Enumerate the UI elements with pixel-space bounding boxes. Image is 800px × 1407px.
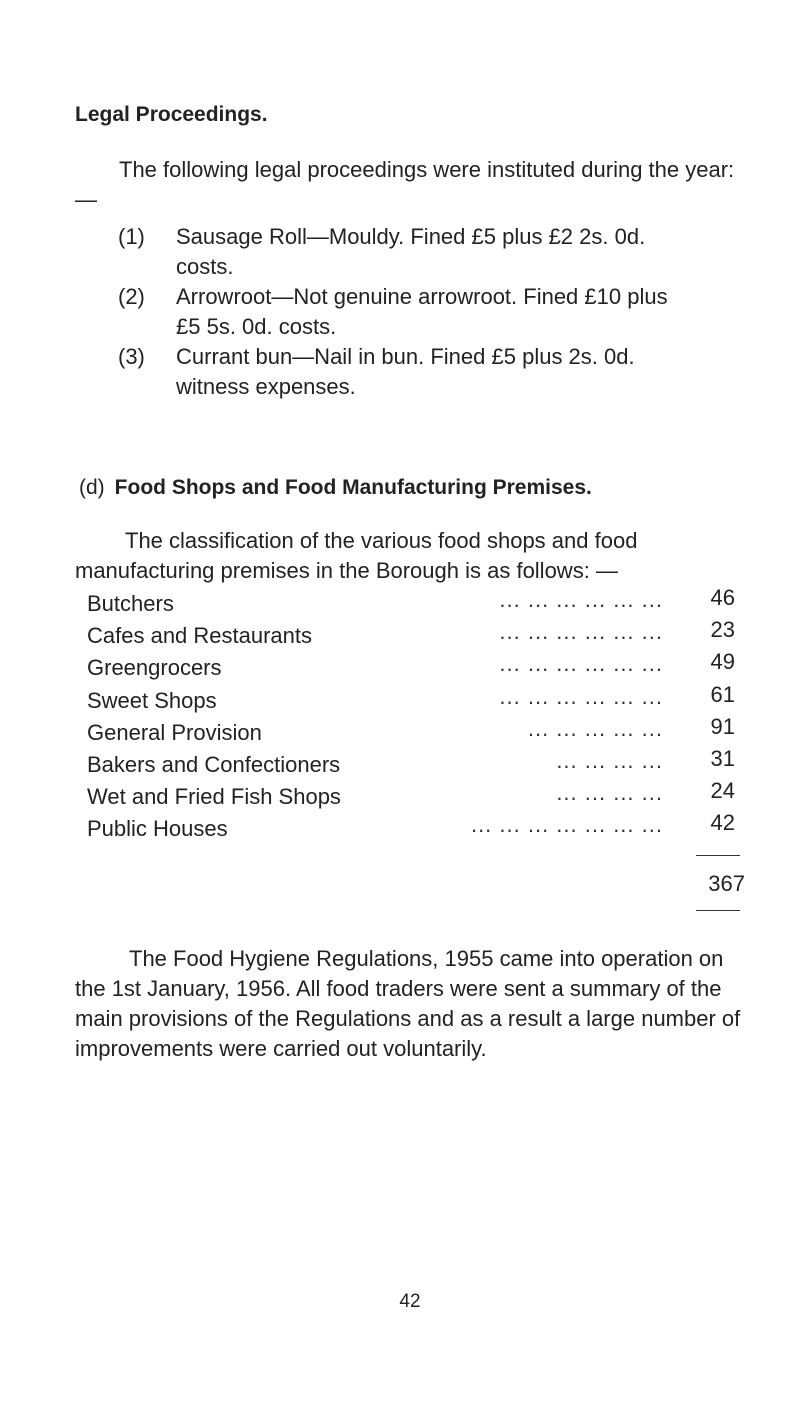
premises-name: Sweet Shops [87, 687, 217, 713]
premises-count: 31 [710, 745, 735, 771]
premises-name: Cafes and Restaurants [87, 623, 313, 649]
food-shops-intro-paragraph: The classification of the various food shops and food manufacturing premises in the Borough is as follows: — [75, 528, 638, 583]
premises-name: Bakers and Confectioners [87, 751, 341, 777]
premises-total: 367 [708, 871, 745, 896]
section-title: Food Shops and Food Manufacturing Premises. [114, 476, 592, 499]
legal-item-number: (2) [118, 284, 145, 309]
legal-intro-paragraph: The following legal proceedings were instituted during the year: — [75, 157, 735, 212]
legal-item-number: (1) [118, 224, 145, 249]
leader-dots: ... ... ... ... ... [527, 715, 663, 741]
legal-item-text: Currant bun—Nail in bun. Fined £5 plus 2s. 0d. [176, 344, 635, 369]
leader-dots: ... ... ... ... ... ... [499, 651, 663, 677]
legal-item-text-continued: £5 5s. 0d. costs. [176, 314, 337, 339]
premises-count: 23 [710, 617, 735, 643]
section-label: (d) [79, 476, 105, 499]
legal-proceedings-heading: Legal Proceedings. [75, 103, 268, 126]
total-rule-bottom [696, 910, 740, 911]
premises-name: Wet and Fried Fish Shops [87, 784, 341, 810]
legal-item-3 [118, 342, 758, 402]
premises-table [87, 585, 747, 846]
leader-dots: ... ... ... ... ... ... [499, 619, 663, 645]
legal-item-text-continued: witness expenses. [176, 374, 356, 399]
legal-item-text: Sausage Roll—Mouldy. Fined £5 plus £2 2s. 0d. [176, 224, 646, 249]
premises-count: 61 [710, 681, 735, 707]
leader-dots: ... ... ... ... [556, 747, 663, 773]
food-shops-heading [79, 476, 592, 500]
page-number: 42 [399, 1291, 421, 1312]
premises-count: 24 [710, 778, 735, 804]
leader-dots: ... ... ... ... ... ... [499, 587, 663, 612]
leader-dots: ... ... ... ... ... ... ... [470, 812, 663, 838]
premises-name: General Provision [87, 719, 262, 745]
legal-item-1 [118, 222, 758, 282]
premises-name: Public Houses [87, 816, 228, 842]
premises-count: 49 [710, 649, 735, 675]
leader-dots: ... ... ... ... [556, 780, 663, 806]
legal-item-2 [118, 282, 758, 342]
premises-count: 46 [710, 585, 735, 610]
total-rule-top [696, 855, 740, 856]
table-row [87, 810, 747, 845]
legal-item-text-continued: costs. [176, 254, 234, 279]
leader-dots: ... ... ... ... ... ... [499, 683, 663, 709]
premises-name: Butchers [87, 591, 174, 616]
premises-name: Greengrocers [87, 655, 222, 681]
premises-count: 42 [710, 810, 735, 836]
legal-item-text: Arrowroot—Not genuine arrowroot. Fined £10 plus [176, 284, 668, 309]
premises-count: 91 [710, 713, 735, 739]
legal-item-number: (3) [118, 344, 145, 369]
hygiene-paragraph: The Food Hygiene Regulations, 1955 came into operation on the 1st January, 1956. All food traders were sent a summary of the main provisions of the Regulations and as a result a large number of improvements were carried out voluntarily. [75, 946, 741, 1061]
